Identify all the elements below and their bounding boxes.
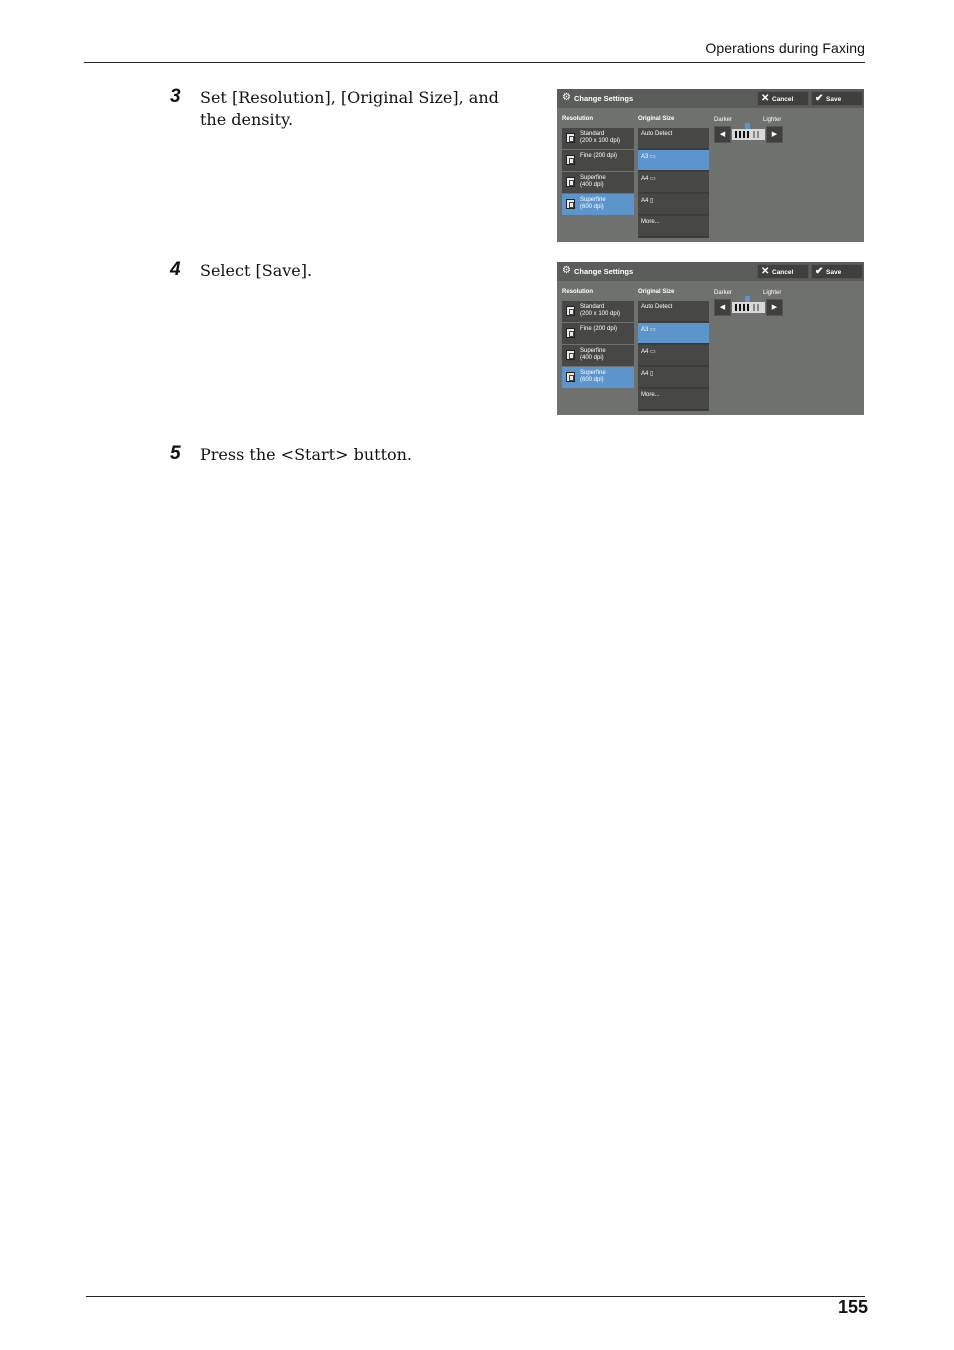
running-header: Operations during Faxing — [705, 40, 865, 56]
size-label: Auto Detect — [641, 131, 673, 137]
step-text: Select [Save]. — [200, 261, 313, 280]
lighter-button[interactable]: ▶ — [766, 126, 783, 143]
size-label: More... — [641, 392, 660, 398]
resolution-icon — [566, 328, 575, 338]
resolution-label: Superfine (400 dpi) — [580, 348, 606, 361]
resolution-standard[interactable] — [562, 128, 634, 149]
gear-icon: ⚙ — [562, 265, 571, 276]
resolution-superfine-400[interactable] — [562, 345, 634, 366]
resolution-label: Fine (200 dpi) — [580, 153, 618, 159]
density-scale — [732, 129, 765, 140]
step-number: 4 — [170, 259, 181, 280]
resolution-fine[interactable] — [562, 150, 634, 171]
original-size-list — [638, 301, 709, 411]
resolution-superfine-400[interactable] — [562, 172, 634, 193]
size-label: Auto Detect — [641, 304, 673, 310]
size-a4-portrait[interactable] — [638, 194, 709, 215]
close-icon: ✕ — [761, 266, 770, 277]
change-settings-screen — [557, 262, 864, 415]
size-a3[interactable] — [638, 323, 709, 344]
resolution-superfine-600[interactable] — [562, 367, 634, 388]
resolution-header: Resolution — [562, 289, 593, 295]
resolution-superfine-600[interactable] — [562, 194, 634, 215]
check-icon: ✔ — [815, 93, 824, 104]
size-a4-portrait[interactable] — [638, 367, 709, 388]
resolution-label: Superfine (600 dpi) — [580, 370, 606, 383]
cancel-button[interactable] — [757, 264, 809, 279]
size-label: A4 ▯ — [641, 371, 654, 377]
header-rule — [84, 62, 865, 63]
resolution-icon — [566, 177, 575, 187]
size-auto-detect[interactable] — [638, 128, 709, 149]
lighter-button[interactable]: ▶ — [766, 299, 783, 316]
darker-label: Darker — [714, 117, 733, 123]
density-marker[interactable] — [745, 296, 750, 302]
resolution-label: Standard (200 x 100 dpi) — [580, 131, 621, 144]
size-a3[interactable] — [638, 150, 709, 171]
resolution-label: Superfine (600 dpi) — [580, 197, 606, 210]
footer-rule — [86, 1296, 865, 1297]
title-bar — [557, 262, 864, 281]
original-size-list — [638, 128, 709, 238]
resolution-icon — [566, 306, 575, 316]
change-settings-screen — [557, 89, 864, 242]
screen-title: Change Settings — [574, 94, 634, 103]
lighter-label: Lighter — [763, 117, 782, 123]
original-size-header: Original Size — [638, 289, 675, 295]
resolution-fine[interactable] — [562, 323, 634, 344]
resolution-icon — [566, 155, 575, 165]
resolution-icon — [566, 133, 575, 143]
resolution-label: Superfine (400 dpi) — [580, 175, 606, 188]
lighter-label: Lighter — [763, 290, 782, 296]
resolution-icon — [566, 350, 575, 360]
darker-button[interactable]: ◀ — [714, 299, 731, 316]
size-label: A3 ▭ — [641, 327, 656, 333]
resolution-label: Fine (200 dpi) — [580, 326, 618, 332]
size-label: A3 ▭ — [641, 154, 656, 160]
save-button[interactable] — [811, 91, 863, 106]
darker-label: Darker — [714, 290, 733, 296]
size-more[interactable] — [638, 216, 709, 237]
original-size-header: Original Size — [638, 116, 675, 122]
cancel-button[interactable] — [757, 91, 809, 106]
density-scale — [732, 302, 765, 313]
size-label: A4 ▭ — [641, 176, 656, 182]
size-label: A4 ▭ — [641, 349, 656, 355]
cancel-label: Cancel — [772, 269, 794, 276]
size-label: More... — [641, 219, 660, 225]
check-icon: ✔ — [815, 266, 824, 277]
resolution-icon — [566, 372, 575, 382]
save-label: Save — [826, 96, 842, 103]
resolution-header: Resolution — [562, 116, 593, 122]
size-a4-landscape[interactable] — [638, 345, 709, 366]
close-icon: ✕ — [761, 93, 770, 104]
size-more[interactable] — [638, 389, 709, 410]
cancel-label: Cancel — [772, 96, 794, 103]
gear-icon: ⚙ — [562, 92, 571, 103]
screen-title: Change Settings — [574, 267, 634, 276]
resolution-standard[interactable] — [562, 301, 634, 322]
size-label: A4 ▯ — [641, 198, 654, 204]
resolution-label: Standard (200 x 100 dpi) — [580, 304, 621, 317]
step-number: 3 — [170, 86, 181, 107]
size-auto-detect[interactable] — [638, 301, 709, 322]
save-label: Save — [826, 269, 842, 276]
density-marker[interactable] — [745, 123, 750, 129]
save-button[interactable] — [811, 264, 863, 279]
resolution-icon — [566, 199, 575, 209]
step-text: Set [Resolution], [Original Size], and the density. — [200, 88, 499, 129]
size-a4-landscape[interactable] — [638, 172, 709, 193]
darker-button[interactable]: ◀ — [714, 126, 731, 143]
page-number: 155 — [837, 1297, 868, 1317]
step-text: Press the <Start> button. — [200, 445, 413, 464]
step-number: 5 — [170, 443, 181, 464]
title-bar — [557, 89, 864, 108]
